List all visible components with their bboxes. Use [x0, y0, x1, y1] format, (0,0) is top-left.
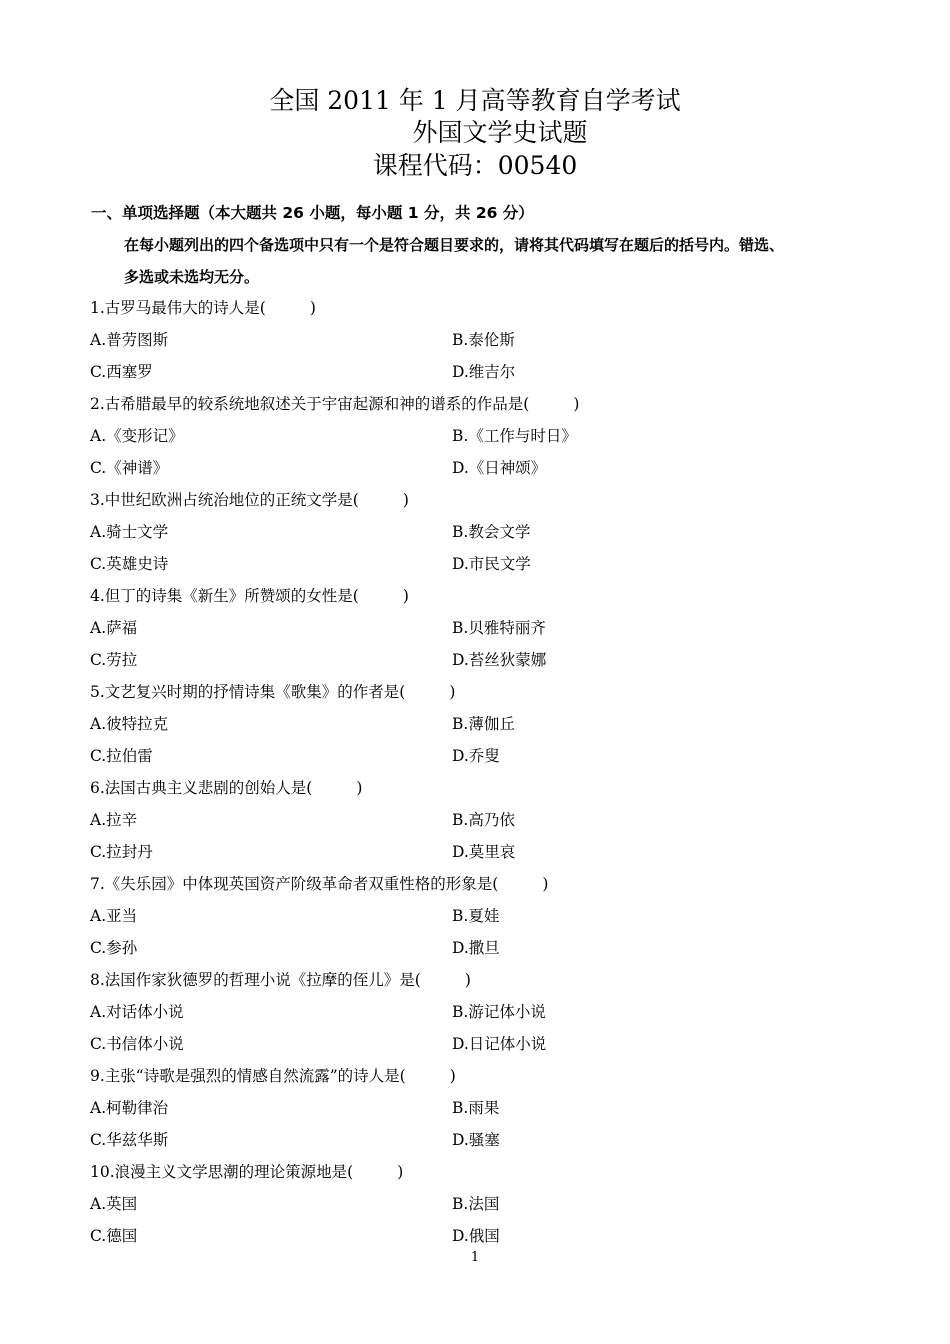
option-d: D.乔叟: [452, 747, 500, 765]
option-a: A.对话体小说: [90, 1003, 184, 1021]
section-heading: 一、单项选择题（本大题共 26 小题，每小题 1 分，共 26 分）: [91, 204, 534, 222]
question-stem: 5.文艺复兴时期的抒情诗集《歌集》的作者是( ): [90, 683, 456, 701]
question-stem: 6.法国古典主义悲剧的创始人是( ): [90, 779, 363, 797]
question-1: [90, 295, 870, 391]
option-b: B.教会文学: [452, 523, 531, 541]
option-c: C.参孙: [90, 939, 138, 957]
question-8: [90, 967, 870, 1063]
page-number: 1: [470, 1250, 480, 1265]
option-a: A.柯勒律治: [90, 1099, 169, 1117]
question-stem: 9.主张“诗歌是强烈的情感自然流露”的诗人是( ): [90, 1067, 456, 1085]
section-instruction-line1: 在每小题列出的四个备选项中只有一个是符合题目要求的，请将其代码填写在题后的括号内。错选、: [124, 236, 785, 254]
option-b: B.薄伽丘: [452, 715, 515, 733]
option-d: D.莫里哀: [452, 843, 516, 861]
question-stem: 2.古希腊最早的较系统地叙述关于宇宙起源和神的谱系的作品是( ): [90, 395, 580, 413]
option-a: A.彼特拉克: [90, 715, 169, 733]
question-2: [90, 391, 870, 487]
option-b: B.贝雅特丽齐: [452, 619, 546, 637]
option-d: D.维吉尔: [452, 363, 516, 381]
question-4: [90, 583, 870, 679]
question-5: [90, 679, 870, 775]
question-stem: 1.古罗马最伟大的诗人是( ): [90, 299, 316, 317]
option-c: C.拉封丹: [90, 843, 153, 861]
option-d: D.苔丝狄蒙娜: [452, 651, 547, 669]
option-b: B.泰伦斯: [452, 331, 515, 349]
option-a: A.英国: [90, 1195, 138, 1213]
option-d: D.《日神颂》: [452, 459, 547, 477]
option-d: D.撒旦: [452, 939, 500, 957]
option-c: C.华兹华斯: [90, 1131, 169, 1149]
question-stem: 7.《失乐园》中体现英国资产阶级革命者双重性格的形象是( ): [90, 875, 549, 893]
option-b: B.游记体小说: [452, 1003, 546, 1021]
question-stem: 4.但丁的诗集《新生》所赞颂的女性是( ): [90, 587, 409, 605]
option-a: A.亚当: [90, 907, 138, 925]
question-10: [90, 1159, 870, 1255]
question-9: [90, 1063, 870, 1159]
option-d: D.日记体小说: [452, 1035, 547, 1053]
option-d: D.市民文学: [452, 555, 531, 573]
question-stem: 3.中世纪欧洲占统治地位的正统文学是( ): [90, 491, 409, 509]
option-a: A.萨福: [90, 619, 138, 637]
option-c: C.拉伯雷: [90, 747, 153, 765]
section-instruction-line2: 多选或未选均无分。: [124, 268, 260, 286]
option-d: D.俄国: [452, 1227, 500, 1245]
question-7: [90, 871, 870, 967]
question-3: [90, 487, 870, 583]
question-stem: 10.浪漫主义文学思潮的理论策源地是( ): [90, 1163, 404, 1181]
option-a: A.骑士文学: [90, 523, 169, 541]
option-c: C.德国: [90, 1227, 138, 1245]
exam-subject: 外国文学史试题: [412, 118, 588, 147]
option-c: C.劳拉: [90, 651, 138, 669]
course-code: 课程代码：00540: [372, 151, 578, 180]
option-a: A.普劳图斯: [90, 331, 169, 349]
option-b: B.夏娃: [452, 907, 500, 925]
option-c: C.英雄史诗: [90, 555, 169, 573]
option-c: C.《神谱》: [90, 459, 169, 477]
option-d: D.骚塞: [452, 1131, 500, 1149]
option-c: C.西塞罗: [90, 363, 153, 381]
option-b: B.《工作与时日》: [452, 427, 577, 445]
option-b: B.雨果: [452, 1099, 500, 1117]
option-a: A.《变形记》: [90, 427, 184, 445]
option-b: B.高乃依: [452, 811, 515, 829]
question-list: [90, 295, 870, 1255]
exam-title: 全国 2011 年 1 月高等教育自学考试: [269, 86, 681, 115]
option-b: B.法国: [452, 1195, 500, 1213]
option-a: A.拉辛: [90, 811, 138, 829]
question-stem: 8.法国作家狄德罗的哲理小说《拉摩的侄儿》是( ): [90, 971, 471, 989]
question-6: [90, 775, 870, 871]
option-c: C.书信体小说: [90, 1035, 184, 1053]
